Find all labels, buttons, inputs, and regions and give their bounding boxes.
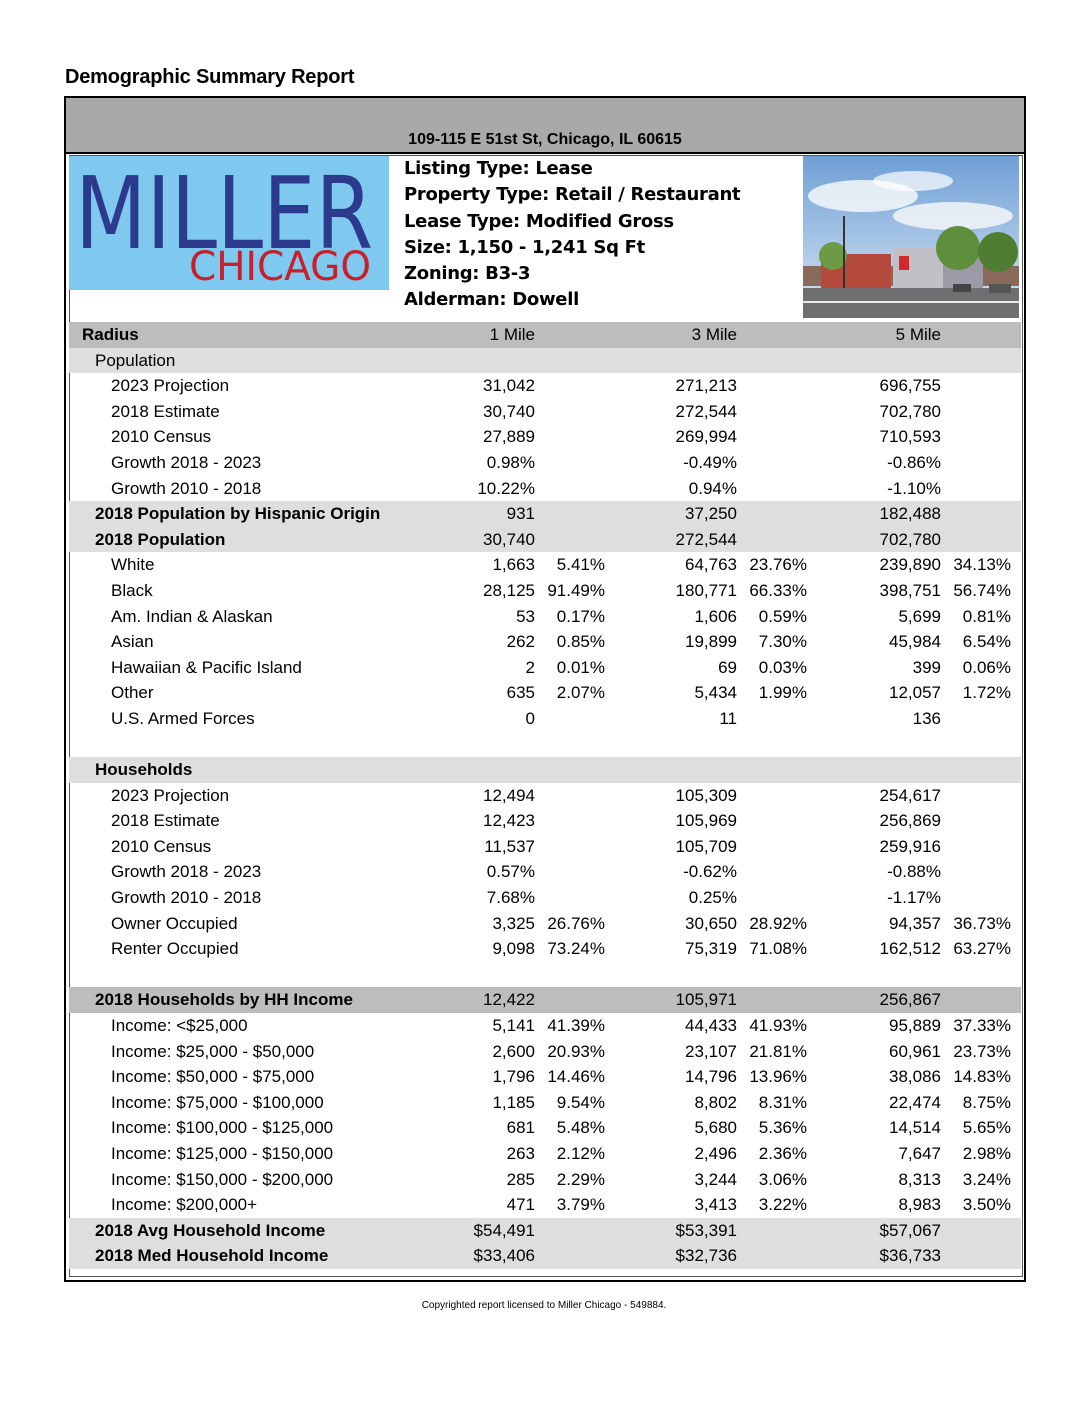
table-row (69, 450, 1021, 476)
table-row (69, 859, 1021, 885)
cell-n5: $36,733 (879, 1246, 941, 1266)
cell-p1: 5.48% (556, 1118, 605, 1138)
cell-p5: 8.75% (962, 1092, 1011, 1112)
cell-n3: 14,796 (685, 1067, 737, 1087)
cell-p3: 23.76% (749, 555, 807, 575)
listing-info-line: Property Type: Retail / Restaurant (404, 184, 741, 206)
cell-n5: 136 (912, 708, 941, 728)
cell-p3: 1.99% (758, 683, 807, 703)
copyright-footer: Copyrighted report licensed to Miller Chicago - 549884. (421, 1300, 667, 1311)
cell-p5: 0.81% (962, 606, 1011, 626)
cell-n5: 5,699 (898, 606, 941, 626)
table-row (69, 578, 1021, 604)
cell-n5: -0.88% (887, 862, 941, 882)
row-label: Households (95, 760, 193, 780)
cell-n3: $32,736 (675, 1246, 737, 1266)
cell-n5: 95,889 (889, 1016, 941, 1036)
cell-n3: 180,771 (675, 580, 737, 600)
cell-p5: 56.74% (953, 580, 1011, 600)
cell-n3: 0.25% (688, 888, 737, 908)
table-row (69, 1064, 1021, 1090)
cell-p5: 2.98% (962, 1144, 1011, 1163)
row-label: Hawaiian & Pacific Island (111, 657, 302, 677)
cell-n3: -0.49% (683, 452, 737, 472)
table-row (69, 680, 1021, 706)
miller-chicago-logo (69, 156, 389, 290)
cell-p1: 0.17% (556, 606, 605, 626)
cell-p3: 41.93% (749, 1016, 807, 1036)
listing-info-line: Lease Type: Modified Gross (404, 210, 674, 232)
cell-n1: 262 (506, 632, 535, 652)
cell-n1: 12,494 (483, 785, 535, 805)
col-1-mile: 1 Mile (489, 325, 535, 344)
cell-n1: 1,796 (492, 1067, 535, 1087)
cell-n3: 30,650 (685, 913, 737, 933)
cell-p3: 5.36% (758, 1118, 807, 1138)
cell-n5: 60,961 (889, 1041, 941, 1061)
cell-n5: $57,067 (879, 1220, 941, 1240)
row-label: Income: $125,000 - $150,000 (111, 1144, 334, 1163)
cell-p5: 3.50% (962, 1195, 1011, 1215)
cell-n5: 8,313 (898, 1169, 941, 1189)
cell-n1: 681 (506, 1118, 535, 1138)
row-label: Income: $150,000 - $200,000 (111, 1169, 334, 1189)
cell-p3: 2.36% (758, 1144, 807, 1163)
cell-p5: 23.73% (953, 1041, 1011, 1061)
row-label: Income: $100,000 - $125,000 (111, 1118, 334, 1138)
cell-n5: 696,755 (879, 376, 941, 396)
table-row (69, 1090, 1021, 1116)
table-row (69, 604, 1021, 630)
cell-p3: 71.08% (749, 939, 807, 959)
cell-n5: 254,617 (879, 785, 941, 805)
cell-n1: 28,125 (483, 580, 535, 600)
cell-n3: 1,606 (694, 606, 737, 626)
row-label: 2018 Population by Hispanic Origin (95, 504, 381, 524)
cell-p3: 8.31% (758, 1092, 807, 1112)
cell-n1: 31,042 (483, 376, 535, 396)
table-row (69, 399, 1021, 425)
row-label: 2018 Avg Household Income (95, 1220, 326, 1240)
row-label: Income: $50,000 - $75,000 (111, 1067, 315, 1087)
cell-p5: 14.83% (953, 1067, 1011, 1087)
cell-n5: 8,983 (898, 1195, 941, 1215)
row-label: Population (95, 350, 176, 370)
cell-p1: 5.41% (556, 555, 605, 575)
cell-n5: -0.86% (887, 452, 941, 472)
row-label: Asian (111, 632, 154, 652)
cell-p1: 9.54% (556, 1092, 605, 1112)
cell-n3: 105,709 (675, 836, 737, 856)
cell-n3: 19,899 (685, 632, 737, 652)
table-row (69, 373, 1021, 399)
cell-p1: 26.76% (547, 913, 605, 933)
row-label: Income: $75,000 - $100,000 (111, 1092, 324, 1112)
cell-n5: 45,984 (889, 632, 941, 652)
cell-p3: 0.03% (758, 657, 807, 677)
cell-p3: 0.59% (758, 606, 807, 626)
cell-n3: 69 (718, 657, 737, 677)
table-rows (69, 348, 1021, 1269)
cell-n1: 5,141 (492, 1016, 535, 1036)
cell-n3: 0.94% (688, 478, 737, 498)
row-label: 2018 Med Household Income (95, 1246, 329, 1266)
cell-n1: 3,325 (492, 913, 535, 933)
cell-p1: 2.29% (556, 1169, 605, 1189)
table-row (69, 348, 1021, 374)
row-label: U.S. Armed Forces (111, 708, 255, 728)
row-label: Am. Indian & Alaskan (111, 606, 273, 626)
cell-n1: 471 (506, 1195, 535, 1215)
table-row (69, 834, 1021, 860)
table-row (69, 1013, 1021, 1039)
cell-p1: 91.49% (547, 580, 605, 600)
listing-info-line: Listing Type: Lease (404, 158, 593, 179)
table-row (69, 987, 1021, 1013)
cell-p3: 28.92% (749, 913, 807, 933)
cell-n5: 710,593 (879, 427, 941, 447)
table-row (69, 732, 1021, 758)
cell-n5: 398,751 (879, 580, 941, 600)
table-row (69, 1039, 1021, 1065)
cell-n5: 399 (912, 657, 941, 677)
cell-n3: 23,107 (685, 1041, 737, 1061)
row-label: 2010 Census (111, 836, 212, 856)
cell-n1: 10.22% (477, 478, 535, 498)
cell-n5: 12,057 (889, 683, 941, 703)
cell-n3: 105,309 (675, 785, 737, 805)
cell-p5: 5.65% (962, 1118, 1011, 1138)
listing-info-line: Size: 1,150 - 1,241 Sq Ft (404, 236, 645, 258)
cell-n1: 931 (506, 504, 535, 524)
table-row (69, 1115, 1021, 1141)
cell-p5: 34.13% (953, 555, 1011, 575)
cell-n1: 7.68% (486, 888, 535, 908)
cell-n5: -1.10% (887, 478, 941, 498)
cell-n5: 94,357 (889, 913, 941, 933)
cell-p1: 0.01% (556, 657, 605, 677)
row-label: 2010 Census (111, 427, 212, 447)
cell-p5: 3.24% (962, 1169, 1011, 1189)
table-row (69, 911, 1021, 937)
cell-p5: 36.73% (953, 913, 1011, 933)
table-row (69, 655, 1021, 681)
cell-n1: 1,663 (492, 555, 535, 575)
row-label: 2023 Projection (111, 376, 230, 396)
cell-p1: 0.85% (556, 632, 605, 652)
cell-p5: 37.33% (953, 1016, 1011, 1036)
cell-n3: 272,544 (675, 529, 737, 549)
cell-n1: 30,740 (483, 401, 535, 421)
report-frame (64, 96, 1026, 1282)
property-address: 109-115 E 51st St, Chicago, IL 60615 (408, 131, 682, 148)
cell-n3: 105,969 (675, 811, 737, 831)
table-header (69, 322, 1021, 348)
cell-n5: -1.17% (887, 888, 941, 908)
row-label: Owner Occupied (111, 913, 238, 933)
cell-n1: 53 (516, 606, 535, 626)
row-label: 2018 Estimate (111, 811, 220, 831)
cell-n1: 0.57% (486, 862, 535, 882)
table-row (69, 885, 1021, 911)
cell-n3: 272,544 (675, 401, 737, 421)
cell-n3: 44,433 (685, 1016, 737, 1036)
row-label: Black (111, 580, 153, 600)
cell-n1: 0.98% (486, 452, 535, 472)
row-label: 2018 Households by HH Income (95, 990, 353, 1010)
row-label: Growth 2010 - 2018 (111, 478, 262, 498)
cell-n5: 256,869 (879, 811, 941, 831)
table-row (69, 1218, 1021, 1244)
table-row (69, 783, 1021, 809)
cell-n3: $53,391 (675, 1220, 737, 1240)
cell-n1: $54,491 (473, 1220, 535, 1240)
table-row (69, 476, 1021, 502)
logo-top-text: MILLER (75, 156, 373, 272)
cell-p1: 20.93% (547, 1041, 605, 1061)
cell-p1: 2.07% (556, 683, 605, 703)
cell-n1: 2 (525, 657, 535, 677)
table-row (69, 757, 1021, 783)
row-label: Income: <$25,000 (111, 1016, 248, 1036)
cell-p3: 3.22% (758, 1195, 807, 1215)
cell-n3: 2,496 (694, 1144, 737, 1163)
demographics-table (69, 322, 1021, 1269)
cell-p1: 2.12% (556, 1144, 605, 1163)
property-photo (803, 156, 1019, 318)
cell-n1: 285 (506, 1169, 535, 1189)
cell-n1: 12,422 (483, 990, 535, 1010)
row-label: 2018 Population (95, 529, 226, 549)
table-row (69, 1141, 1021, 1167)
cell-p5: 1.72% (962, 683, 1011, 703)
col-5-mile: 5 Mile (895, 325, 941, 344)
cell-n1: 1,185 (492, 1092, 535, 1112)
cell-n5: 14,514 (889, 1118, 941, 1138)
radius-header: Radius (82, 325, 139, 344)
cell-n3: 8,802 (694, 1092, 737, 1112)
row-label: Growth 2018 - 2023 (111, 452, 262, 472)
cell-n3: -0.62% (683, 862, 737, 882)
listing-info-line: Zoning: B3-3 (404, 263, 531, 285)
cell-n5: 256,867 (879, 990, 941, 1010)
cell-n5: 239,890 (879, 555, 941, 575)
cell-n5: 702,780 (879, 401, 941, 421)
cell-n1: 30,740 (483, 529, 535, 549)
cell-n5: 182,488 (879, 504, 941, 524)
cell-n3: 3,244 (694, 1169, 737, 1189)
cell-n3: 271,213 (675, 376, 737, 396)
row-label: Growth 2010 - 2018 (111, 888, 262, 908)
cell-p3: 3.06% (758, 1169, 807, 1189)
cell-p1: 73.24% (547, 939, 605, 959)
row-label: 2018 Estimate (111, 401, 220, 421)
cell-n3: 105,971 (675, 990, 737, 1010)
cell-n3: 269,994 (675, 427, 737, 447)
cell-n1: $33,406 (473, 1246, 535, 1266)
table-row (69, 808, 1021, 834)
listing-info-line: Alderman: Dowell (404, 289, 579, 311)
table-row (69, 424, 1021, 450)
cell-p5: 63.27% (953, 939, 1011, 959)
row-label: White (111, 555, 155, 575)
cell-n3: 5,680 (694, 1118, 737, 1138)
table-row (69, 1192, 1021, 1218)
cell-n1: 263 (506, 1144, 535, 1163)
cell-p3: 66.33% (749, 580, 807, 600)
table-row (69, 1167, 1021, 1193)
report-title: Demographic Summary Report (65, 66, 355, 88)
row-label: Other (111, 683, 154, 703)
cell-n5: 702,780 (879, 529, 941, 549)
cell-n1: 11,537 (484, 836, 535, 856)
cell-n3: 64,763 (685, 555, 737, 575)
table-row (69, 706, 1021, 732)
cell-n1: 12,423 (483, 811, 535, 831)
cell-n5: 259,916 (879, 836, 941, 856)
table-row (69, 962, 1021, 988)
cell-p5: 6.54% (962, 632, 1011, 652)
cell-n1: 2,600 (492, 1041, 535, 1061)
cell-n5: 22,474 (889, 1092, 941, 1112)
row-label: Growth 2018 - 2023 (111, 862, 262, 882)
cell-n1: 27,889 (483, 427, 535, 447)
logo-bottom-text: CHICAGO (189, 244, 371, 290)
table-row (69, 1243, 1021, 1269)
cell-p3: 7.30% (758, 632, 807, 652)
cell-n5: 38,086 (889, 1067, 941, 1087)
cell-n3: 5,434 (694, 683, 737, 703)
listing-info (404, 156, 740, 314)
row-label: 2023 Projection (111, 785, 230, 805)
address-bar (66, 98, 1024, 154)
col-3-mile: 3 Mile (691, 325, 737, 344)
row-label: Renter Occupied (111, 939, 239, 959)
cell-p3: 13.96% (749, 1067, 807, 1087)
cell-n1: 9,098 (492, 939, 535, 959)
cell-n3: 75,319 (685, 939, 737, 959)
row-label: Income: $25,000 - $50,000 (111, 1041, 315, 1061)
table-row (69, 501, 1021, 527)
cell-n5: 7,647 (898, 1144, 941, 1163)
cell-n5: 162,512 (879, 939, 941, 959)
cell-n3: 3,413 (694, 1195, 737, 1215)
table-row (69, 552, 1021, 578)
table-row (69, 629, 1021, 655)
cell-n3: 37,250 (685, 504, 737, 524)
table-row (69, 936, 1021, 962)
cell-n1: 635 (506, 683, 535, 703)
cell-p3: 21.81% (749, 1041, 807, 1061)
cell-p1: 41.39% (547, 1016, 605, 1036)
cell-p1: 3.79% (556, 1195, 605, 1215)
table-row (69, 527, 1021, 553)
row-label: Income: $200,000+ (111, 1195, 258, 1215)
cell-n3: 11 (719, 708, 737, 728)
cell-p5: 0.06% (962, 657, 1011, 677)
cell-p1: 14.46% (547, 1067, 605, 1087)
cell-n1: 0 (525, 708, 535, 728)
